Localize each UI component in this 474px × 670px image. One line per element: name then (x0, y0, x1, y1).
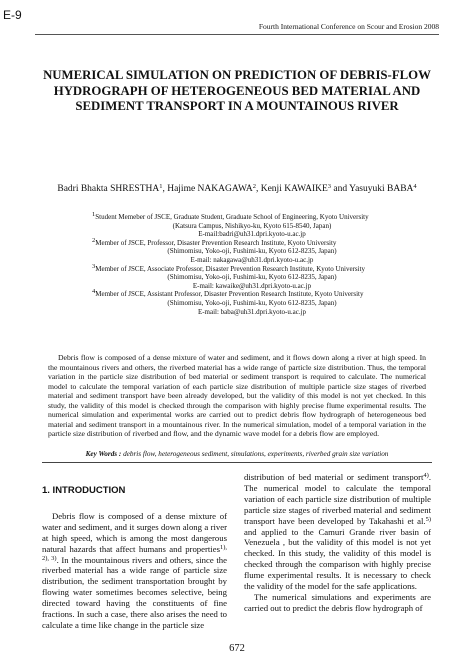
header-rule (35, 34, 439, 35)
keywords-list: debris flow, heterogeneous sediment, simulations, experiments, riverbed grain size variation (123, 450, 389, 458)
keywords-label: Key Words : (85, 450, 122, 458)
section-code: E-9 (3, 8, 22, 22)
affiliation: $^1$Student Memeber of JSCE, Graduate Student, Graduate School of Engineering, Kyoto University (Katsura Campus, Nishikyo-ku, Kyoto 615-8540, Japan) E-mail:badri@uh31.dpri.kyoto-u.ac.jp (92, 211, 369, 239)
paragraph: Debris flow is composed of a dense mixture of water and sediment, and it surges down along a river at high speed, which is among the most dangerous natural hazards that affect humans and properties$^{1), 2), 3)}$. In the mountainous rivers and others, since the riverbed material has a wide range of particle size distribution, the sediment transportation brought by flowing water sometimes becomes selective, being directed toward having the constituents of fine fractions. In such a case, there also arises the need to calculate a time like change in the particle size (42, 510, 227, 630)
author: Hajime NAKAGAWA$^2$, (167, 183, 261, 194)
abstract: Debris flow is composed of a dense mixture of water and sediment, and it flows down along a river at high speed. In the mountainous rivers and others, the riverbed material has a wide range of particle size distribution. Thus, the temporal variation in the particle size distribution of bed material or sediment transport is required to calculate. The numerical model to calculate the temporal variation of each particle size distribution of multiple particle size stages of riverbed material and sediment transport have been already developed, but the validity of this model is not yet checked. In this study, the validity of this model is checked through the comparison with highly precise flume experimental results. The numerical simulation and experimental works are carried out to predict debris flow hydrograph of heterogeneous bed material and sediment transport in a mountainous river. In the numerical simulation, model of a temporal variation in the particle size distribution of riverbed and flow, and the dynamic wave model for a debris flow are employed. (48, 353, 426, 439)
keywords (48, 450, 426, 458)
right-column (244, 472, 431, 614)
affiliations (92, 213, 402, 316)
affiliation: $^2$Member of JSCE, Professor, Disaster Prevention Research Institute, Kyoto University (Shimomisu, Yoko-oji, Fushimi-ku, Kyoto 612-8235, Japan) E-mail: nakagawa@uh31.dpri.kyoto-u.ac.jp (92, 236, 337, 264)
paragraph: The numerical simulations and experiments are carried out to predict the debris flow hydrograph of (244, 591, 431, 613)
page-number: 672 (229, 643, 245, 654)
conference-header: Fourth International Conference on Scour and Erosion 2008 (258, 22, 439, 31)
paper-title: NUMERICAL SIMULATION ON PREDICTION OF DEBRIS-FLOW HYDROGRAPH OF HETEROGENEOUS BED MATERIAL AND SEDIMENT TRANSPORT IN A MOUNTAINOUS RIVER (43, 68, 431, 113)
affiliation: $^4$Member of JSCE, Assistant Professor, Disaster Prevention Research Institute, Kyoto University (Shimomisu, Yoko-oji, Fushimi-ku, Kyoto 612-8235, Japan) E-mail: baba@uh31.dpri.kyoto-u.ac.jp (92, 288, 364, 316)
paragraph: distribution of bed material or sediment transport$^{4)}$. The numerical model to calculate the temporal variation of each particle size distribution of multiple particle size stages of riverbed material and sediment transport have been developed by Takahashi et al.$^{5)}$ and applied to the Camuri Grande river basin of Venezuela , but the validity of this model is not yet checked. In this study, the validity of this model is checked through the comparison with highly precise flume experimental results. It is necessary to check the validity of the model for the safe applications. (244, 472, 431, 592)
affiliation: $^3$Member of JSCE, Associate Professor, Disaster Prevention Research Institute, Kyoto University (Shimomisu, Yoko-oji, Fushimi-ku, Kyoto 612-8235, Japan) E-mail: kawaike@uh31.dpri.kyoto-u.ac.jp (92, 262, 366, 290)
author: Badri Bhakta SHRESTHA$^1$, (57, 183, 168, 194)
left-column (42, 472, 227, 631)
author: Kenji KAWAIKE$^3$ and (260, 183, 350, 194)
author-list (55, 183, 419, 195)
section-heading: 1. INTRODUCTION (42, 485, 126, 496)
section-rule (42, 462, 432, 463)
author: Yasuyuki BABA$^4$ (349, 183, 417, 194)
